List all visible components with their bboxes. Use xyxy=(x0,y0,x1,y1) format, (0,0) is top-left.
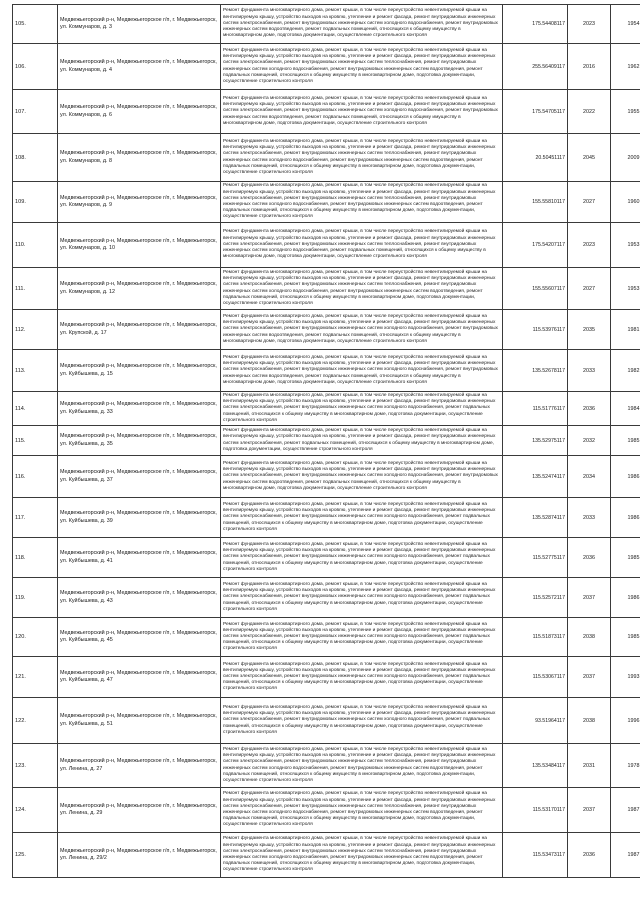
cost-cell: 93.51964117 xyxy=(503,698,568,744)
planned-year-cell: 2036 xyxy=(568,392,611,426)
build-year-cell: 1954 xyxy=(611,5,640,44)
build-year-cell: 1985 xyxy=(611,538,640,578)
planned-year-cell: 2023 xyxy=(568,223,611,268)
address-cell: Медвежьегорский р-н, Медвежьегорское г/п, г. Медвежьегорск, ул. Куйбышева, д. 45 xyxy=(58,618,221,657)
build-year-cell: 1953 xyxy=(611,268,640,310)
address-cell: Медвежьегорский р-н, Медвежьегорское г/п, г. Медвежьегорск, ул. Ленина, д. 29 xyxy=(58,788,221,833)
works-cell: Ремонт фундамента многоквартирного дома, ремонт крыши, в том числе переустройство невентилируемой крыши на вентилируемую крышу, устройство выходов на кровлю, утепление и ремонт фасада, ремонт внутридомовых инженерных систем электроснабжения, ремонт внутридомовых инженерных систем холодного водоснабжения, ремонт внутридомовых инженерных систем водоотведения, ремонт подвальных помещений, относящихся к общему имуществу в многоквартирном доме, подготовка документации, осуществление строительного контроля xyxy=(221,456,503,498)
cost-cell: 175.54207117 xyxy=(503,223,568,268)
cost-cell: 115.52572117 xyxy=(503,578,568,618)
address-cell: Медвежьегорский р-н, Медвежьегорское г/п, г. Медвежьегорск, ул. Коммунаров, д. 12 xyxy=(58,268,221,310)
works-cell: Ремонт фундамента многоквартирного дома, ремонт крыши, в том числе переустройство невентилируемой крыши на вентилируемую крышу, устройство выходов на кровлю, утепление и ремонт фасада, ремонт внутридомовых инженерных систем электроснабжения, ремонт внутридомовых инженерных систем теплоснабжения, ремонт внутридомовых инженерных систем холодного водоснабжения, ремонт подвальных помещений, относящихся к общему имуществу в многоквартирном доме, подготовка документации, осуществление строительного контроля xyxy=(221,223,503,268)
address-cell: Медвежьегорский р-н, Медвежьегорское г/п, г. Медвежьегорск, ул. Куйбышева, д. 39 xyxy=(58,498,221,538)
works-cell: Ремонт фундамента многоквартирного дома, ремонт крыши, в том числе переустройство невентилируемой крыши на вентилируемую крышу, устройство выходов на кровлю, утепление и ремонт фасада, ремонт внутридомовых инженерных систем электроснабжения, ремонт внутридомовых инженерных систем холодного водоснабжения, ремонт внутридомовых инженерных систем водоотведения, ремонт подвальных помещений, относящихся к общему имуществу в многоквартирном доме, подготовка документации, осуществление строительного контроля xyxy=(221,310,503,350)
table-row xyxy=(13,833,640,878)
planned-year-cell: 2045 xyxy=(568,134,611,182)
address-cell: Медвежьегорский р-н, Медвежьегорское г/п, г. Медвежьегорск, ул. Крупской, д. 17 xyxy=(58,310,221,350)
cost-cell: 175.54705117 xyxy=(503,90,568,134)
address-cell: Медвежьегорский р-н, Медвежьегорское г/п, г. Медвежьегорск, ул. Куйбышева, д. 35 xyxy=(58,426,221,456)
table-row xyxy=(13,268,640,310)
build-year-cell: 1986 xyxy=(611,456,640,498)
table-row xyxy=(13,5,640,44)
works-cell: Ремонт фундамента многоквартирного дома, ремонт крыши, в том числе переустройство невентилируемой крыши на вентилируемую крышу, устройство выходов на кровлю, утепление и ремонт фасада, ремонт внутридомовых инженерных систем электроснабжения, ремонт внутридомовых инженерных систем теплоснабжения, ремонт внутридомовых инженерных систем холодного водоснабжения, ремонт внутридомовых инженерных систем водоотведения, ремонт подвальных помещений, относящихся к общему имуществу в многоквартирном доме, подготовка документации, осуществление строительного контроля xyxy=(221,833,503,878)
planned-year-cell: 2037 xyxy=(568,578,611,618)
table-row xyxy=(13,134,640,182)
works-cell: Ремонт фундамента многоквартирного дома, ремонт крыши, в том числе переустройство невентилируемой крыши на вентилируемую крышу, устройство выходов на кровлю, утепление и ремонт фасада, ремонт внутридомовых инженерных систем электроснабжения, ремонт внутридомовых инженерных систем холодного водоснабжения, ремонт внутридомовых инженерных систем водоотведения, ремонт подвальных помещений, относящихся к общему имуществу в многоквартирном доме, подготовка документации, осуществление строительного контроля xyxy=(221,5,503,44)
row-number: 119. xyxy=(13,578,58,618)
works-cell: Ремонт фундамента многоквартирного дома, ремонт крыши, в том числе переустройство невентилируемой крыши на вентилируемую крышу, устройство выходов на кровлю, утепление и ремонт фасада, ремонт внутридомовых инженерных систем электроснабжения, ремонт внутридомовых инженерных систем холодного водоснабжения, ремонт подвальных помещений, относящихся к общему имуществу в многоквартирном доме, подготовка документации, осуществление строительного контроля xyxy=(221,698,503,744)
row-number: 114. xyxy=(13,392,58,426)
table-row xyxy=(13,426,640,456)
table-row xyxy=(13,392,640,426)
cost-cell: 115.51776117 xyxy=(503,392,568,426)
row-number: 123. xyxy=(13,744,58,788)
cost-cell: 115.51873117 xyxy=(503,618,568,657)
build-year-cell: 1993 xyxy=(611,657,640,698)
works-cell: Ремонт фундамента многоквартирного дома, ремонт крыши, в том числе переустройство невентилируемой крыши на вентилируемую крышу, устройство выходов на кровлю, утепление и ремонт фасада, ремонт внутридомовых инженерных систем электроснабжения, ремонт внутридомовых инженерных систем холодного водоснабжения, ремонт внутридомовых инженерных систем водоотведения, ремонт подвальных помещений, относящихся к общему имуществу в многоквартирном доме, подготовка документации, осуществление строительного контроля xyxy=(221,350,503,392)
cost-cell: 115.53170117 xyxy=(503,788,568,833)
works-cell: Ремонт фундамента многоквартирного дома, ремонт крыши, в том числе переустройство невентилируемой крыши на вентилируемую крышу, устройство выходов на кровлю, утепление и ремонт фасада, ремонт внутридомовых инженерных систем электроснабжения, ремонт внутридомовых инженерных систем холодного водоснабжения, ремонт подвальных помещений, относящихся к общему имуществу в многоквартирном доме, подготовка документации, осуществление строительного контроля xyxy=(221,618,503,657)
build-year-cell: 1987 xyxy=(611,833,640,878)
address-cell: Медвежьегорский р-н, Медвежьегорское г/п, г. Медвежьегорск, ул. Коммунаров, д. 6 xyxy=(58,90,221,134)
table-row xyxy=(13,310,640,350)
cost-cell: 20.50451117 xyxy=(503,134,568,182)
planned-year-cell: 2038 xyxy=(568,618,611,657)
cost-cell: 115.53473117 xyxy=(503,833,568,878)
table-row xyxy=(13,350,640,392)
works-cell: Ремонт фундамента многоквартирного дома, ремонт крыши, в том числе переустройство невентилируемой крыши на вентилируемую крышу, устройство выходов на кровлю, утепление и ремонт фасада, ремонт внутридомовых инженерных систем электроснабжения, ремонт внутридомовых инженерных систем теплоснабжения, ремонт внутридомовых инженерных систем холодного водоснабжения, ремонт внутридомовых инженерных систем водоотведения, ремонт подвальных помещений, относящихся к общему имуществу в многоквартирном доме, подготовка документации, осуществление строительного контроля xyxy=(221,788,503,833)
table-row xyxy=(13,90,640,134)
planned-year-cell: 2038 xyxy=(568,698,611,744)
row-number: 110. xyxy=(13,223,58,268)
address-cell: Медвежьегорский р-н, Медвежьегорское г/п, г. Медвежьегорск, ул. Коммунаров, д. 3 xyxy=(58,5,221,44)
address-cell: Медвежьегорский р-н, Медвежьегорское г/п, г. Медвежьегорск, ул. Куйбышева, д. 33 xyxy=(58,392,221,426)
works-cell: Ремонт фундамента многоквартирного дома, ремонт крыши, в том числе переустройство невентилируемой крыши на вентилируемую крышу, устройство выходов на кровлю, утепление и ремонт фасада, ремонт внутридомовых инженерных систем электроснабжения, ремонт внутридомовых инженерных систем теплоснабжения, ремонт внутридомовых инженерных систем холодного водоснабжения, ремонт внутридомовых инженерных систем водоотведения, ремонт подвальных помещений, относящихся к общему имуществу в многоквартирном доме, подготовка документации, осуществление строительного контроля xyxy=(221,744,503,788)
build-year-cell: 1960 xyxy=(611,182,640,223)
row-number: 107. xyxy=(13,90,58,134)
address-cell: Медвежьегорский р-н, Медвежьегорское г/п, г. Медвежьегорск, ул. Коммунаров, д. 4 xyxy=(58,44,221,90)
address-cell: Медвежьегорский р-н, Медвежьегорское г/п, г. Медвежьегорск, ул. Ленина, д. 27 xyxy=(58,744,221,788)
planned-year-cell: 2016 xyxy=(568,44,611,90)
row-number: 125. xyxy=(13,833,58,878)
address-cell: Медвежьегорский р-н, Медвежьегорское г/п, г. Медвежьегорск, ул. Куйбышева, д. 37 xyxy=(58,456,221,498)
table-row xyxy=(13,456,640,498)
cost-cell: 115.52775117 xyxy=(503,538,568,578)
table-row xyxy=(13,657,640,698)
cost-cell: 255.56409117 xyxy=(503,44,568,90)
planned-year-cell: 2034 xyxy=(568,456,611,498)
repair-program-table xyxy=(12,4,640,878)
cost-cell: 135.52874117 xyxy=(503,498,568,538)
works-cell: Ремонт фундамента многоквартирного дома, ремонт крыши, в том числе переустройство невентилируемой крыши на вентилируемую крышу, устройство выходов на кровлю, утепление и ремонт фасада, ремонт внутридомовых инженерных систем электроснабжения, ремонт внутридомовых инженерных систем холодного водоснабжения, ремонт подвальных помещений, относящихся к общему имуществу в многоквартирном доме, подготовка документации, осуществление строительного контроля xyxy=(221,498,503,538)
works-cell: Ремонт фундамента многоквартирного дома, ремонт крыши, в том числе переустройство невентилируемой крыши на вентилируемую крышу, устройство выходов на кровлю, утепление и ремонт фасада, ремонт внутридомовых инженерных систем электроснабжения, ремонт внутридомовых инженерных систем холодного водоснабжения, ремонт внутридомовых инженерных систем водоотведения, ремонт подвальных помещений, относящихся к общему имуществу в многоквартирном доме, подготовка документации, осуществление строительного контроля xyxy=(221,90,503,134)
address-cell: Медвежьегорский р-н, Медвежьегорское г/п, г. Медвежьегорск, ул. Ленина, д. 29/2 xyxy=(58,833,221,878)
row-number: 116. xyxy=(13,456,58,498)
table-row xyxy=(13,788,640,833)
planned-year-cell: 2033 xyxy=(568,498,611,538)
address-cell: Медвежьегорский р-н, Медвежьегорское г/п, г. Медвежьегорск, ул. Куйбышева, д. 15 xyxy=(58,350,221,392)
row-number: 111. xyxy=(13,268,58,310)
works-cell: Ремонт фундамента многоквартирного дома, ремонт крыши, в том числе переустройство невентилируемой крыши на вентилируемую крышу, устройство выходов на кровлю, утепление и ремонт фасада, ремонт внутридомовых инженерных систем электроснабжения, ремонт внутридомовых инженерных систем холодного водоснабжения, ремонт подвальных помещений, относящихся к общему имуществу в многоквартирном доме, подготовка документации, осуществление строительного контроля xyxy=(221,657,503,698)
build-year-cell: 1985 xyxy=(611,618,640,657)
build-year-cell: 1962 xyxy=(611,44,640,90)
planned-year-cell: 2035 xyxy=(568,310,611,350)
planned-year-cell: 2032 xyxy=(568,426,611,456)
planned-year-cell: 2037 xyxy=(568,788,611,833)
row-number: 106. xyxy=(13,44,58,90)
works-cell: Ремонт фундамента многоквартирного дома, ремонт крыши, в том числе переустройство невентилируемой крыши на вентилируемую крышу, устройство выходов на кровлю, утепление и ремонт фасада, ремонт внутридомовых инженерных систем электроснабжения, ремонт внутридомовых инженерных систем холодного водоснабжения, ремонт подвальных помещений, относящихся к общему имуществу в многоквартирном доме, подготовка документации, осуществление строительного контроля xyxy=(221,578,503,618)
address-cell: Медвежьегорский р-н, Медвежьегорское г/п, г. Медвежьегорск, ул. Куйбышева, д. 47 xyxy=(58,657,221,698)
cost-cell: 135.52975117 xyxy=(503,426,568,456)
works-cell: Ремонт фундамента многоквартирного дома, ремонт крыши, в том числе переустройство невентилируемой крыши на вентилируемую крышу, устройство выходов на кровлю, утепление и ремонт фасада, ремонт внутридомовых инженерных систем электроснабжения, ремонт внутридомовых инженерных систем теплоснабжения, ремонт внутридомовых инженерных систем холодного водоснабжения, ремонт внутридомовых инженерных систем водоотведения, ремонт подвальных помещений, относящихся к общему имуществу в многоквартирном доме, подготовка документации, осуществление строительного контроля xyxy=(221,182,503,223)
address-cell: Медвежьегорский р-н, Медвежьегорское г/п, г. Медвежьегорск, ул. Коммунаров, д. 8 xyxy=(58,134,221,182)
build-year-cell: 1987 xyxy=(611,788,640,833)
table-row xyxy=(13,223,640,268)
planned-year-cell: 2027 xyxy=(568,182,611,223)
table-row xyxy=(13,538,640,578)
table-row xyxy=(13,498,640,538)
cost-cell: 115.53976117 xyxy=(503,310,568,350)
planned-year-cell: 2027 xyxy=(568,268,611,310)
address-cell: Медвежьегорский р-н, Медвежьегорское г/п, г. Медвежьегорск, ул. Куйбышева, д. 43 xyxy=(58,578,221,618)
row-number: 112. xyxy=(13,310,58,350)
build-year-cell: 1981 xyxy=(611,310,640,350)
build-year-cell: 1986 xyxy=(611,578,640,618)
build-year-cell: 1982 xyxy=(611,350,640,392)
cost-cell: 155.55810117 xyxy=(503,182,568,223)
planned-year-cell: 2031 xyxy=(568,744,611,788)
row-number: 115. xyxy=(13,426,58,456)
row-number: 122. xyxy=(13,698,58,744)
row-number: 117. xyxy=(13,498,58,538)
planned-year-cell: 2036 xyxy=(568,538,611,578)
row-number: 105. xyxy=(13,5,58,44)
table-row xyxy=(13,744,640,788)
table-body xyxy=(13,5,640,878)
planned-year-cell: 2023 xyxy=(568,5,611,44)
works-cell: Ремонт фундамента многоквартирного дома, ремонт крыши, в том числе переустройство невентилируемой крыши на вентилируемую крышу, устройство выходов на кровлю, утепление и ремонт фасада, ремонт внутридомовых инженерных систем электроснабжения, ремонт внутридомовых инженерных систем холодного водоснабжения, ремонт подвальных помещений, относящихся к общему имуществу в многоквартирном доме, подготовка документации, осуществление строительного контроля xyxy=(221,392,503,426)
table-row xyxy=(13,698,640,744)
build-year-cell: 1984 xyxy=(611,392,640,426)
row-number: 118. xyxy=(13,538,58,578)
cost-cell: 175.54408117 xyxy=(503,5,568,44)
works-cell: Ремонт фундамента многоквартирного дома, ремонт крыши, в том числе переустройство невентилируемой крыши на вентилируемую крышу, устройство выходов на кровлю, утепление и ремонт фасада, ремонт внутридомовых инженерных систем электроснабжения, ремонт подвальных помещений, относящихся к общему имуществу в многоквартирном доме, подготовка документации, осуществление строительного контроля xyxy=(221,426,503,456)
cost-cell: 135.53484117 xyxy=(503,744,568,788)
cost-cell: 135.52474117 xyxy=(503,456,568,498)
planned-year-cell: 2036 xyxy=(568,833,611,878)
works-cell: Ремонт фундамента многоквартирного дома, ремонт крыши, в том числе переустройство невентилируемой крыши на вентилируемую крышу, устройство выходов на кровлю, утепление и ремонт фасада, ремонт внутридомовых инженерных систем электроснабжения, ремонт внутридомовых инженерных систем теплоснабжения, ремонт внутридомовых инженерных систем холодного водоснабжения, ремонт внутридомовых инженерных систем водоотведения, ремонт подвальных помещений, относящихся к общему имуществу в многоквартирном доме, подготовка документации, осуществление строительного контроля xyxy=(221,134,503,182)
cost-cell: 155.55607117 xyxy=(503,268,568,310)
planned-year-cell: 2022 xyxy=(568,90,611,134)
table-row xyxy=(13,618,640,657)
works-cell: Ремонт фундамента многоквартирного дома, ремонт крыши, в том числе переустройство невентилируемой крыши на вентилируемую крышу, устройство выходов на кровлю, утепление и ремонт фасада, ремонт внутридомовых инженерных систем электроснабжения, ремонт внутридомовых инженерных систем холодного водоснабжения, ремонт подвальных помещений, относящихся к общему имуществу в многоквартирном доме, подготовка документации, осуществление строительного контроля xyxy=(221,538,503,578)
address-cell: Медвежьегорский р-н, Медвежьегорское г/п, г. Медвежьегорск, ул. Куйбышева, д. 41 xyxy=(58,538,221,578)
row-number: 109. xyxy=(13,182,58,223)
row-number: 121. xyxy=(13,657,58,698)
planned-year-cell: 2037 xyxy=(568,657,611,698)
table-row xyxy=(13,44,640,90)
cost-cell: 115.53067117 xyxy=(503,657,568,698)
address-cell: Медвежьегорский р-н, Медвежьегорское г/п, г. Медвежьегорск, ул. Коммунаров, д. 10 xyxy=(58,223,221,268)
build-year-cell: 1985 xyxy=(611,426,640,456)
table-row xyxy=(13,182,640,223)
build-year-cell: 1978 xyxy=(611,744,640,788)
row-number: 124. xyxy=(13,788,58,833)
build-year-cell: 1953 xyxy=(611,223,640,268)
row-number: 120. xyxy=(13,618,58,657)
cost-cell: 135.52678117 xyxy=(503,350,568,392)
planned-year-cell: 2033 xyxy=(568,350,611,392)
works-cell: Ремонт фундамента многоквартирного дома, ремонт крыши, в том числе переустройство невентилируемой крыши на вентилируемую крышу, устройство выходов на кровлю, утепление и ремонт фасада, ремонт внутридомовых инженерных систем электроснабжения, ремонт внутридомовых инженерных систем теплоснабжения, ремонт внутридомовых инженерных систем холодного водоснабжения, ремонт внутридомовых инженерных систем водоотведения, ремонт подвальных помещений, относящихся к общему имуществу в многоквартирном доме, подготовка документации, осуществление строительного контроля xyxy=(221,44,503,90)
address-cell: Медвежьегорский р-н, Медвежьегорское г/п, г. Медвежьегорск, ул. Куйбышева, д. 51 xyxy=(58,698,221,744)
row-number: 108. xyxy=(13,134,58,182)
build-year-cell: 2009 xyxy=(611,134,640,182)
build-year-cell: 1986 xyxy=(611,498,640,538)
build-year-cell: 1955 xyxy=(611,90,640,134)
address-cell: Медвежьегорский р-н, Медвежьегорское г/п, г. Медвежьегорск, ул. Коммунаров, д. 9 xyxy=(58,182,221,223)
table-row xyxy=(13,578,640,618)
build-year-cell: 1996 xyxy=(611,698,640,744)
works-cell: Ремонт фундамента многоквартирного дома, ремонт крыши, в том числе переустройство невентилируемой крыши на вентилируемую крышу, устройство выходов на кровлю, утепление и ремонт фасада, ремонт внутридомовых инженерных систем электроснабжения, ремонт внутридомовых инженерных систем теплоснабжения, ремонт внутридомовых инженерных систем холодного водоснабжения, ремонт внутридомовых инженерных систем водоотведения, ремонт подвальных помещений, относящихся к общему имуществу в многоквартирном доме, подготовка документации, осуществление строительного контроля xyxy=(221,268,503,310)
row-number: 113. xyxy=(13,350,58,392)
